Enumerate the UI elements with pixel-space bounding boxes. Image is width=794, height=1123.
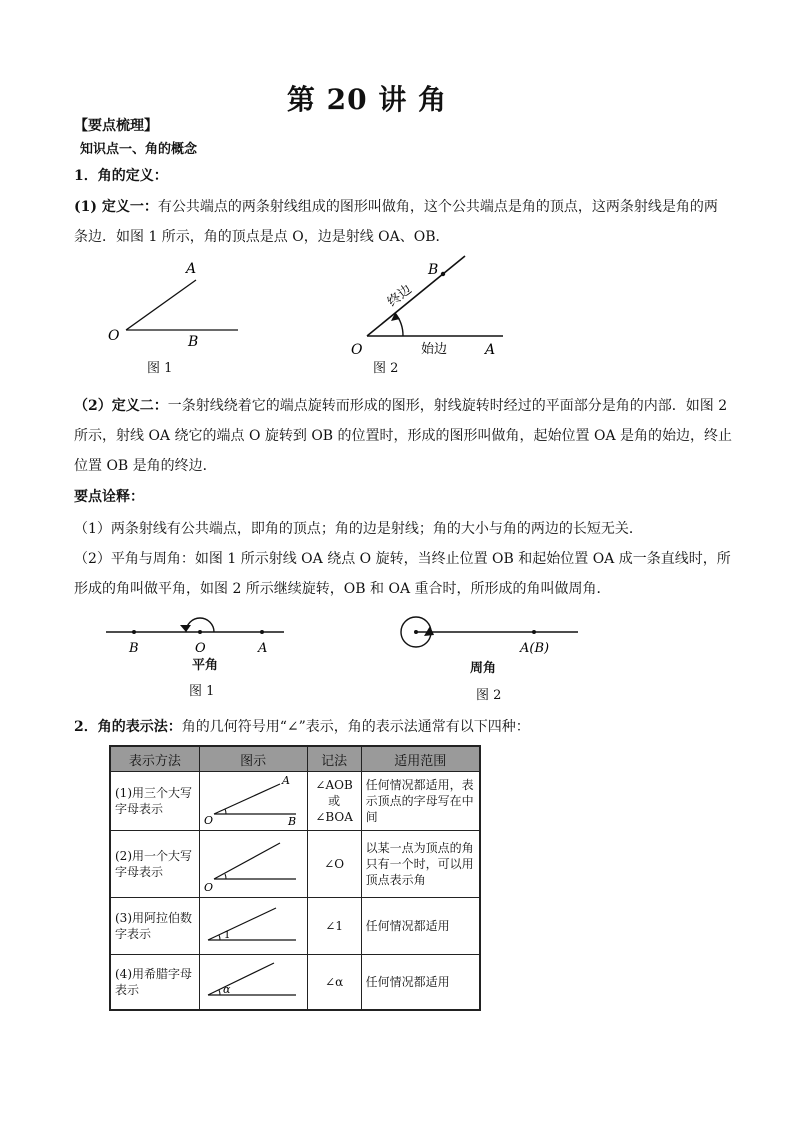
label-a: A — [485, 342, 496, 358]
full-angle-caption: 图 2 — [476, 688, 502, 703]
point-o — [414, 630, 418, 634]
point-b — [441, 272, 445, 276]
scope-cell: 任何情况都适用 — [361, 955, 480, 1011]
scope-cell: 以某一点为顶点的角只有一个时，可以用顶点表示角 — [361, 831, 480, 898]
notation-cell: ∠1 — [307, 898, 361, 955]
label-a: A — [258, 641, 268, 656]
one-letter-angle-figure — [200, 831, 306, 893]
note-1: （1）两条射线有公共端点，即角的顶点；角的边是射线；角的大小与角的两边的长短无关． — [74, 521, 643, 537]
label-a: A — [281, 774, 290, 787]
header-figure: 图示 — [199, 746, 307, 772]
label-alpha: α — [222, 983, 231, 996]
scope-cell: 任何情况都适用，表示顶点的字母写在中间 — [361, 772, 480, 831]
method-cell: (2)用一个大写字母表示 — [110, 831, 199, 898]
definition-heading: 1．角的定义： — [74, 168, 168, 184]
terminal-side-label: 终边 — [385, 282, 415, 311]
page-title: 第 20 讲 角 — [286, 83, 448, 116]
table-header-row — [110, 746, 480, 772]
figure-cell — [199, 831, 307, 898]
table-row — [110, 772, 480, 831]
notation-cell: ∠α — [307, 955, 361, 1011]
label-b: B — [428, 262, 439, 278]
number-angle-figure — [200, 898, 306, 950]
straight-angle-caption: 图 1 — [189, 684, 215, 699]
figure-angle-aob — [100, 258, 250, 358]
initial-side-label: 始边 — [421, 342, 448, 357]
method-cell: (3)用阿拉伯数字表示 — [110, 898, 199, 955]
label-o: O — [195, 641, 206, 656]
definition-two-text-1: 一条射线绕着它的端点旋转而形成的图形，射线旋转时经过的平面部分是角的内部．如图 2 — [167, 398, 728, 414]
figure-cell — [199, 955, 307, 1011]
header-scope: 适用范围 — [361, 746, 480, 772]
definition-two-label: （2）定义二： — [74, 398, 168, 414]
knowledge-point-heading: 知识点一、角的概念 — [80, 142, 198, 157]
definition-one — [74, 197, 718, 217]
notation-or: 或 — [328, 794, 341, 808]
notation-aob: ∠AOB — [315, 778, 353, 792]
greek-angle-figure — [200, 955, 306, 1005]
figure-full-angle — [392, 612, 584, 660]
terminal-side-ob — [367, 256, 465, 336]
table-row — [110, 898, 480, 955]
representation-heading-label: 2．角的表示法： — [74, 719, 182, 735]
notation-cell — [307, 772, 361, 831]
ray-oa — [126, 280, 196, 330]
table-row — [110, 831, 480, 898]
point-b — [132, 630, 136, 634]
representation-heading — [74, 717, 530, 737]
label-ab: A(B) — [520, 641, 550, 656]
definition-one-text-2: 条边．如图 1 所示，角的顶点是点 O，边是射线 OA、OB． — [74, 229, 450, 245]
method-cell: (1)用三个大写字母表示 — [110, 772, 199, 831]
notes-heading: 要点诠释： — [74, 489, 144, 505]
note-2-line-1: （2）平角与周角：如图 1 所示射线 OA 绕点 O 旋转，当终止位置 OB 和起始位置 OA 成一条直线时，所 — [74, 551, 731, 567]
method-cell: (4)用希腊字母表示 — [110, 955, 199, 1011]
scope-cell: 任何情况都适用 — [361, 898, 480, 955]
figure-cell — [199, 772, 307, 831]
notation-boa: ∠BOA — [315, 810, 353, 824]
point-a — [532, 630, 536, 634]
label-b: B — [188, 334, 199, 350]
full-angle-name: 周角 — [470, 661, 497, 676]
section-heading: 【要点梳理】 — [74, 118, 158, 134]
point-a — [260, 630, 264, 634]
figure2-caption: 图 2 — [373, 361, 399, 376]
definition-one-label: (1) 定义一： — [74, 199, 158, 215]
definition-two-text-2: 所示，射线 OA 绕它的端点 O 旋转到 OB 的位置时，形成的图形叫做角，起始位置 OA 是角的始边，终止 — [74, 428, 733, 444]
header-notation: 记法 — [307, 746, 361, 772]
definition-two-text-3: 位置 OB 是角的终边． — [74, 458, 217, 474]
three-letter-angle-figure — [200, 772, 306, 826]
straight-angle-arrow — [180, 625, 191, 632]
label-1: 1 — [223, 930, 231, 941]
full-angle-arrow — [424, 626, 434, 636]
figure1-caption: 图 1 — [147, 361, 173, 376]
note-2-line-2: 形成的角叫做平角，如图 2 所示继续旋转，OB 和 OA 重合时，所形成的角叫做周角． — [74, 581, 611, 597]
label-o: O — [203, 814, 213, 826]
point-o — [198, 630, 202, 634]
label-o: O — [351, 342, 363, 358]
label-o: O — [203, 881, 213, 893]
figure-straight-angle — [100, 612, 290, 658]
label-b: B — [287, 815, 296, 826]
header-method: 表示方法 — [110, 746, 199, 772]
figure-cell — [199, 898, 307, 955]
label-a: A — [186, 261, 197, 277]
table-row — [110, 955, 480, 1011]
figure-rotated-ray — [345, 250, 515, 360]
angle-notation-table — [109, 745, 481, 1011]
label-b: B — [129, 641, 139, 656]
label-o: O — [108, 328, 120, 344]
representation-heading-text: 角的几何符号用“∠”表示，角的表示法通常有以下四种： — [181, 719, 530, 735]
definition-one-text-1: 有公共端点的两条射线组成的图形叫做角，这个公共端点是角的顶点，这两条射线是角的两 — [157, 199, 718, 215]
notation-cell: ∠O — [307, 831, 361, 898]
definition-two — [74, 396, 727, 416]
straight-angle-name: 平角 — [192, 658, 219, 673]
